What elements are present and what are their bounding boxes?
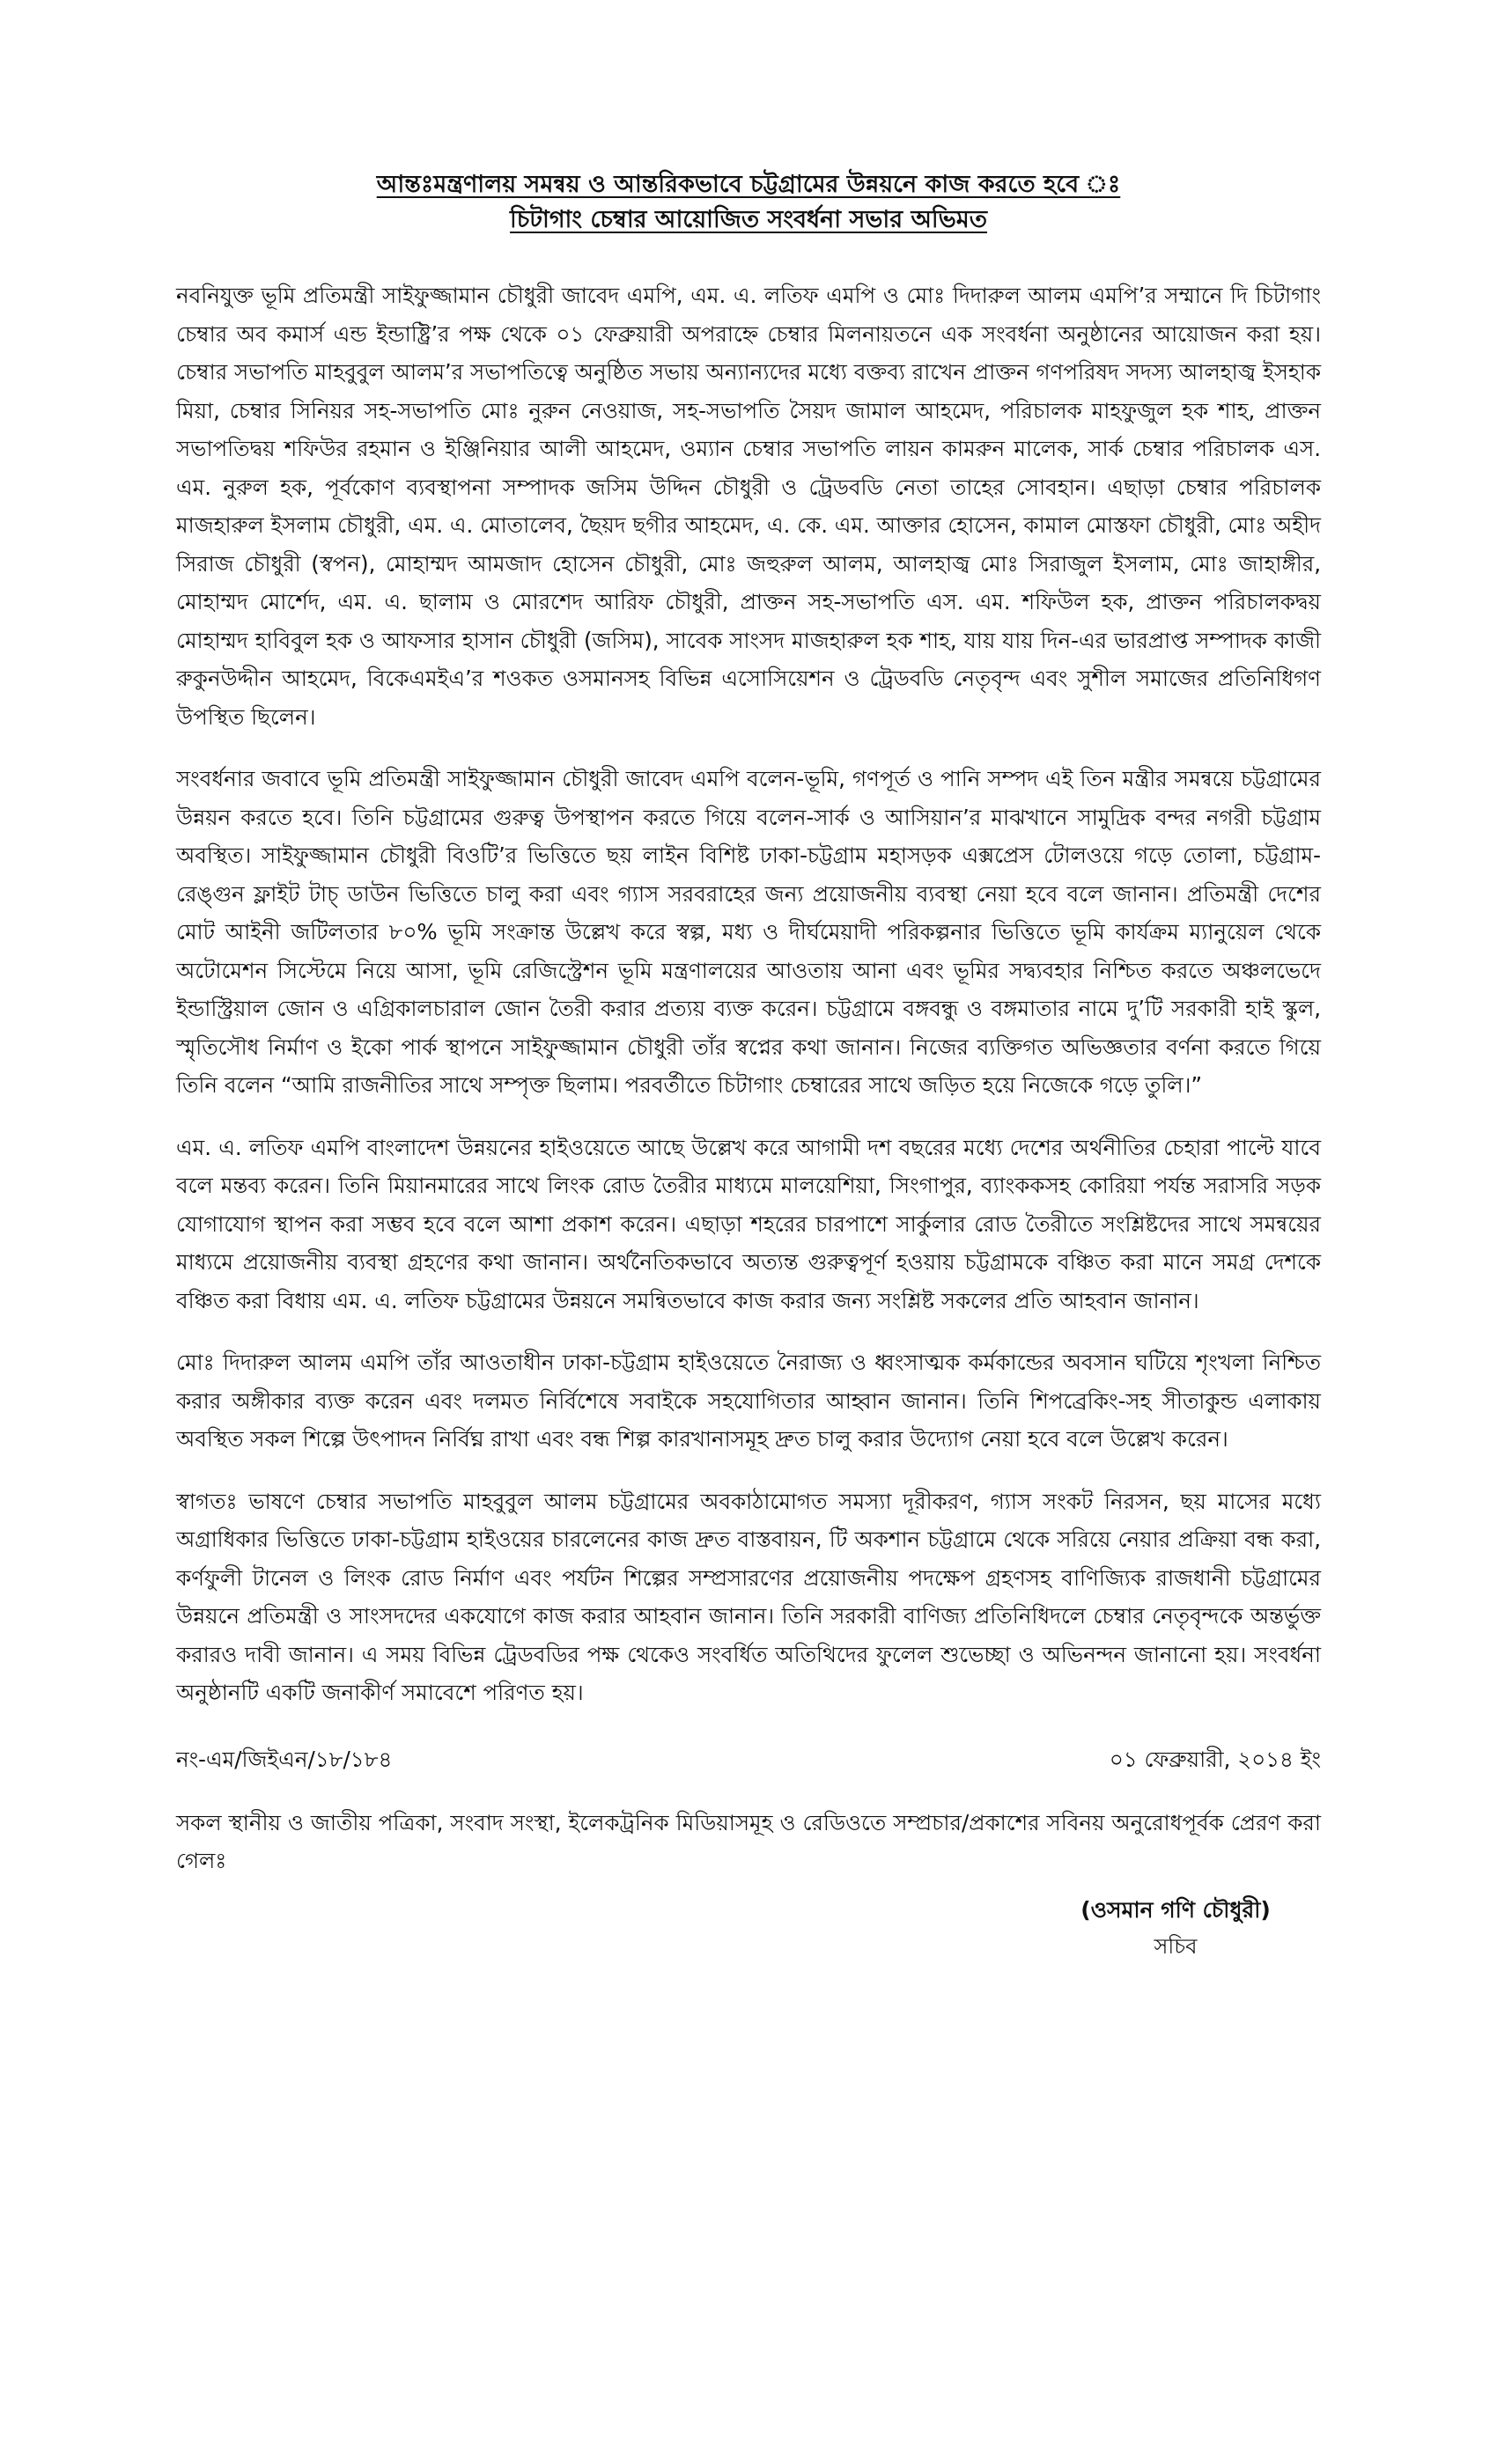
reference-number: নং-এম/জিইএন/১৮/১৮৪ xyxy=(176,1746,393,1772)
body-text xyxy=(176,276,1321,1712)
reference-date-row xyxy=(176,1742,1321,1777)
distribution-note: সকল স্থানীয় ও জাতীয় পত্রিকা, সংবাদ সংস্থা, ইলেকট্রনিক মিডিয়াসমূহ ও রেডিওতে সম্প্রচার/প্রকাশের সবিনয় অনুরোধপূর্বক প্রেরণ করা গেলঃ xyxy=(176,1809,1321,1873)
headline-block xyxy=(176,167,1321,238)
issue-date: ০১ ফেব্রুয়ারী, ২০১৪ ইং xyxy=(1109,1746,1321,1772)
paragraph-reception-overview: নবনিযুক্ত ভূমি প্রতিমন্ত্রী সাইফুজ্জামান চৌধুরী জাবেদ এমপি, এম. এ. লতিফ এমপি ও মোঃ দিদারুল আলম এমপি’র সম্মানে দি চিটাগাং চেম্বার অব কমার্স এন্ড ইন্ডাষ্ট্রি’র পক্ষ থেকে ০১ ফেব্রুয়ারী অপরাহ্নে চেম্বার মিলনায়তনে এক সংবর্ধনা অনুষ্ঠানের আয়োজন করা হয়। চেম্বার সভাপতি মাহবুবুল আলম’র সভাপতিত্বে অনুষ্ঠিত সভায় অন্যান্যদের মধ্যে বক্তব্য রাখেন প্রাক্তন গণপরিষদ সদস্য আলহাজ্ব ইসহাক মিয়া, চেম্বার সিনিয়র সহ-সভাপতি মোঃ নুরুন নেওয়াজ, সহ-সভাপতি সৈয়দ জামাল আহমেদ, পরিচালক মাহফুজুল হক শাহ, প্রাক্তন সভাপতিদ্বয় শফিউর রহমান ও ইঞ্জিনিয়ার আলী আহমেদ, ওম্যান চেম্বার সভাপতি লায়ন কামরুন মালেক, সার্ক চেম্বার পরিচালক এস. এম. নুরুল হক, পূর্বকোণ ব্যবস্থাপনা সম্পাদক জসিম উদ্দিন চৌধুরী ও ট্রেডবডি নেতা তাহের সোবহান। এছাড়া চেম্বার পরিচালক মাজহারুল ইসলাম চৌধুরী, এম. এ. মোতালেব, ছৈয়দ ছগীর আহমেদ, এ. কে. এম. আক্তার হোসেন, কামাল মোস্তফা চৌধুরী, মোঃ অহীদ সিরাজ চৌধুরী (স্বপন), মোহাম্মদ আমজাদ হোসেন চৌধুরী, মোঃ জহুরুল আলম, আলহাজ্ব মোঃ সিরাজুল ইসলাম, মোঃ জাহাঙ্গীর, মোহাম্মদ মোর্শেদ, এম. এ. ছালাম ও মোরশেদ আরিফ চৌধুরী, প্রাক্তন সহ-সভাপতি এস. এম. শফিউল হক, প্রাক্তন পরিচালকদ্বয় মোহাম্মদ হাবিবুল হক ও আফসার হাসান চৌধুরী (জসিম), সাবেক সাংসদ মাজহারুল হক শাহ, যায় যায় দিন-এর ভারপ্রাপ্ত সম্পাদক কাজী রুকুনউদ্দীন আহমেদ, বিকেএমইএ’র শওকত ওসমানসহ বিভিন্ন এসোসিয়েশন ও ট্রেডবডি নেতৃবৃন্দ এবং সুশীল সমাজের প্রতিনিধিগণ উপস্থিত ছিলেন। xyxy=(176,283,1322,730)
signatory-title: সচিব xyxy=(1154,1933,1198,1959)
signature-block xyxy=(1030,1892,1321,1964)
paragraph-minister-response: সংবর্ধনার জবাবে ভূমি প্রতিমন্ত্রী সাইফুজ্জামান চৌধুরী জাবেদ এমপি বলেন-ভূমি, গণপূর্ত ও পানি সম্পদ এই তিন মন্ত্রীর সমন্বয়ে চট্টগ্রামের উন্নয়ন করতে হবে। তিনি চট্টগ্রামের গুরুত্ব উপস্থাপন করতে গিয়ে বলেন-সার্ক ও আসিয়ান’র মাঝখানে সামুদ্রিক বন্দর নগরী চট্টগ্রাম অবস্থিত। সাইফুজ্জামান চৌধুরী বিওটি’র ভিত্তিতে ছয় লাইন বিশিষ্ট ঢাকা-চট্টগ্রাম মহাসড়ক এক্সপ্রেস টোলওয়ে গড়ে তোলা, চট্টগ্রাম-রেঙ্গুন ফ্লাইট টাচ্ ডাউন ভিত্তিতে চালু করা এবং গ্যাস সরবরাহের জন্য প্রয়োজনীয় ব্যবস্থা নেয়া হবে বলে জানান। প্রতিমন্ত্রী দেশের মোট আইনী জটিলতার ৮০% ভূমি সংক্রান্ত উল্লেখ করে স্বল্প, মধ্য ও দীর্ঘমেয়াদী পরিকল্পনার ভিত্তিতে ভূমি কার্যক্রম ম্যানুয়েল থেকে অটোমেশন সিস্টেমে নিয়ে আসা, ভূমি রেজিস্ট্রেশন ভূমি মন্ত্রণালয়ের আওতায় আনা এবং ভূমির সদ্ব্যবহার নিশ্চিত করতে অঞ্চলভেদে ইন্ডাস্ট্রিয়াল জোন ও এগ্রিকালচারাল জোন তৈরী করার প্রত্যয় ব্যক্ত করেন। চট্টগ্রামে বঙ্গবন্ধু ও বঙ্গমাতার নামে দু’টি সরকারী হাই স্কুল, স্মৃতিসৌধ নির্মাণ ও ইকো পার্ক স্থাপনে সাইফুজ্জামান চৌধুরী তাঁর স্বপ্নের কথা জানান। নিজের ব্যক্তিগত অভিজ্ঞতার বর্ণনা করতে গিয়ে তিনি বলেন “আমি রাজনীতির সাথে সম্পৃক্ত ছিলাম। পরবর্তীতে চিটাগাং চেম্বারের সাথে জড়িত হয়ে নিজেকে গড়ে তুলি।” xyxy=(176,766,1321,1098)
headline-secondary: চিটাগাং চেম্বার আয়োজিত সংবর্ধনা সভার অভিমত xyxy=(510,206,987,233)
paragraph-didarul-remarks: মোঃ দিদারুল আলম এমপি তাঁর আওতাধীন ঢাকা-চট্টগ্রাম হাইওয়েতে নৈরাজ্য ও ধ্বংসাত্মক কর্মকান্ডের অবসান ঘটিয়ে শৃংখলা নিশ্চিত করার অঙ্গীকার ব্যক্ত করেন এবং দলমত নির্বিশেষে সবাইকে সহযোগিতার আহ্বান জানান। তিনি শিপব্রেকিং-সহ সীতাকুন্ড এলাকায় অবস্থিত সকল শিল্পে উৎপাদন নির্বিঘ্ন রাখা এবং বন্ধ শিল্প কারখানাসমূহ দ্রুত চালু করার উদ্যোগ নেয়া হবে বলে উল্লেখ করেন। xyxy=(176,1350,1321,1452)
signatory-name: (ওসমান গণি চৌধুরী) xyxy=(1080,1896,1271,1923)
paragraph-latif-remarks: এম. এ. লতিফ এমপি বাংলাদেশ উন্নয়নের হাইওয়েতে আছে উল্লেখ করে আগামী দশ বছরের মধ্যে দেশের অর্থনীতির চেহারা পাল্টে যাবে বলে মন্তব্য করেন। তিনি মিয়ানমারের সাথে লিংক রোড তৈরীর মাধ্যমে মালয়েশিয়া, সিংগাপুর, ব্যাংককসহ কোরিয়া পর্যন্ত সরাসরি সড়ক যোগাযোগ স্থাপন করা সম্ভব হবে বলে আশা প্রকাশ করেন। এছাড়া শহরের চারপাশে সার্কুলার রোড তৈরীতে সংশ্লিষ্টদের সাথে সমন্বয়ের মাধ্যমে প্রয়োজনীয় ব্যবস্থা গ্রহণের কথা জানান। অর্থনৈতিকভাবে অত্যন্ত গুরুত্বপূর্ণ হওয়ায় চট্টগ্রামকে বঞ্চিত করা মানে সমগ্র দেশকে বঞ্চিত করা বিধায় এম. এ. লতিফ চট্টগ্রামের উন্নয়নে সমন্বিতভাবে কাজ করার জন্য সংশ্লিষ্ট সকলের প্রতি আহবান জানান। xyxy=(176,1134,1321,1313)
press-release-page xyxy=(176,167,1321,1964)
paragraph-welcome-speech: স্বাগতঃ ভাষণে চেম্বার সভাপতি মাহবুবুল আলম চট্টগ্রামের অবকাঠামোগত সমস্যা দূরীকরণ, গ্যাস সংকট নিরসন, ছয় মাসের মধ্যে অগ্রাধিকার ভিত্তিতে ঢাকা-চট্টগ্রাম হাইওয়ের চারলেনের কাজ দ্রুত বাস্তবায়ন, টি অকশান চট্টগ্রামে থেকে সরিয়ে নেয়ার প্রক্রিয়া বন্ধ করা, কর্ণফুলী টানেল ও লিংক রোড নির্মাণ এবং পর্যটন শিল্পের সম্প্রসারণের প্রয়োজনীয় পদক্ষেপ গ্রহণসহ বাণিজ্যিক রাজধানী চট্টগ্রামের উন্নয়নে প্রতিমন্ত্রী ও সাংসদদের একযোগে কাজ করার আহবান জানান। তিনি সরকারী বাণিজ্য প্রতিনিধিদলে চেম্বার নেতৃবৃন্দকে অন্তর্ভুক্ত করারও দাবী জানান। এ সময় বিভিন্ন ট্রেডবডির পক্ষ থেকেও সংবর্ধিত অতিথিদের ফুলেল শুভেচ্ছা ও অভিনন্দন জানানো হয়। সংবর্ধনা অনুষ্ঠানটি একটি জনাকীর্ণ সমাবেশে পরিণত হয়। xyxy=(176,1488,1321,1705)
headline-primary: আন্তঃমন্ত্রণালয় সমন্বয় ও আন্তরিকভাবে চট্টগ্রামের উন্নয়নে কাজ করতে হবে ঃ xyxy=(376,171,1121,198)
